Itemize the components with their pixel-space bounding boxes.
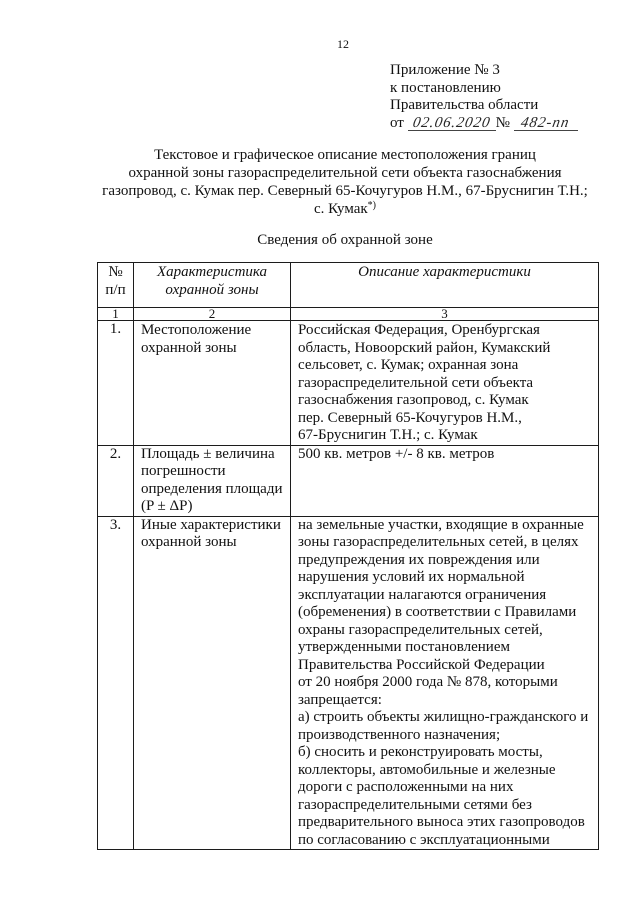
text-line: нарушения условий их нормальной bbox=[298, 569, 525, 585]
document-title bbox=[60, 146, 630, 218]
header-text: п/п bbox=[105, 281, 126, 298]
table-row bbox=[98, 516, 599, 850]
title-line: охранной зоны газораспределительной сети объекта газоснабжения bbox=[128, 165, 562, 181]
text-line: коллекторы, автомобильные и железные bbox=[298, 761, 556, 778]
text-line: предварительного выноса этих газопроводов bbox=[298, 814, 585, 830]
header-text: № bbox=[108, 264, 123, 280]
number-field bbox=[514, 116, 578, 131]
text-line: запрещается: bbox=[298, 691, 382, 708]
column-number-cell: 2 bbox=[134, 308, 291, 321]
date-prefix: от bbox=[390, 114, 404, 131]
appendix-authority: Правительства области bbox=[390, 97, 539, 114]
title-last-line bbox=[60, 200, 630, 218]
table-row bbox=[98, 321, 599, 446]
text-line: а) строить объекты жилищно-гражданского и bbox=[298, 709, 589, 725]
table-row bbox=[98, 445, 599, 516]
appendix-title: Приложение № 3 bbox=[390, 62, 500, 78]
table-header-row bbox=[98, 263, 599, 308]
text-line: Площадь ± величина bbox=[141, 445, 275, 462]
column-number-row bbox=[98, 308, 599, 321]
text-line: Правительства Российской Федерации bbox=[298, 656, 545, 673]
characteristic-cell bbox=[134, 321, 291, 446]
description-cell bbox=[291, 321, 599, 446]
text-line: дороги с расположенными на них bbox=[298, 779, 514, 795]
text-line: газораспределительной сети объекта bbox=[298, 374, 534, 391]
text-line: эксплуатации налагаются ограничения bbox=[298, 586, 547, 603]
characteristic-cell bbox=[134, 516, 291, 850]
text-line: Местоположение bbox=[141, 322, 252, 338]
text-line: газораспределительными сетями без bbox=[298, 796, 532, 813]
handwritten-date: 02.06.2020 bbox=[411, 114, 492, 131]
text-line: утвержденными постановлением bbox=[298, 639, 510, 655]
description-cell bbox=[291, 445, 599, 516]
row-number-cell: 3. bbox=[98, 516, 134, 850]
handwritten-number: 482-пп bbox=[520, 114, 572, 131]
text-line: область, Новоорский район, Кумакский bbox=[298, 339, 551, 356]
title-line: газопровод, с. Кумак пер. Северный 65-Кочугуров Н.М., 67-Бруснигин Т.Н.; bbox=[102, 183, 588, 199]
text-line: охраны газораспределительных сетей, bbox=[298, 621, 543, 638]
text-line: сельсовет, с. Кумак; охранная зона bbox=[298, 357, 519, 373]
text-line: 500 кв. метров +/- 8 кв. метров bbox=[298, 445, 495, 462]
page-number: 12 bbox=[337, 37, 349, 51]
text-line: погрешности bbox=[141, 463, 226, 479]
row-number-cell: 1. bbox=[98, 321, 134, 446]
appendix-block bbox=[390, 62, 630, 132]
text-line: пер. Северный 65-Кочугуров Н.М., bbox=[298, 409, 522, 426]
date-field bbox=[408, 116, 496, 131]
row-number-cell: 2. bbox=[98, 445, 134, 516]
text-line: охранной зоны bbox=[141, 534, 237, 550]
description-cell bbox=[291, 516, 599, 850]
appendix-date-line bbox=[390, 115, 630, 133]
column-number-cell: 3 bbox=[291, 308, 599, 321]
text-line: (обременения) в соответствии с Правилами bbox=[298, 604, 577, 620]
text-line: на земельные участки, входящие в охранные bbox=[298, 516, 584, 533]
header-cell-number bbox=[98, 263, 134, 308]
section-title: Сведения об охранной зоне bbox=[257, 232, 433, 248]
text-line: Иные характеристики bbox=[141, 516, 281, 533]
header-cell-description bbox=[291, 263, 599, 308]
header-text: Характеристика bbox=[156, 264, 268, 280]
text-line: по согласованию с эксплуатационными bbox=[298, 831, 550, 848]
text-line: Российская Федерация, Оренбургская bbox=[298, 322, 540, 338]
text-line: (P ± ΔP) bbox=[141, 498, 193, 514]
text-line: газоснабжения газопровод, с. Кумак bbox=[298, 392, 529, 408]
title-place: с. Кумак bbox=[313, 201, 368, 217]
header-text: охранной зоны bbox=[165, 281, 259, 298]
text-line: 67-Бруснигин Т.Н.; с. Кумак bbox=[298, 427, 478, 443]
header-text: Описание характеристики bbox=[358, 264, 531, 280]
text-line: зоны газораспределительных сетей, в целях bbox=[298, 534, 579, 550]
column-number-cell: 1 bbox=[98, 308, 134, 321]
footnote-mark: *) bbox=[367, 200, 376, 211]
text-line: б) сносить и реконструировать мосты, bbox=[298, 744, 543, 760]
number-sign: № bbox=[495, 114, 510, 131]
text-line: предупреждения их повреждения или bbox=[298, 551, 540, 568]
title-line: Текстовое и графическое описание местоположения границ bbox=[154, 147, 536, 163]
characteristic-cell bbox=[134, 445, 291, 516]
text-line: охранной зоны bbox=[141, 339, 237, 356]
appendix-reference: к постановлению bbox=[390, 79, 501, 96]
header-cell-characteristic bbox=[134, 263, 291, 308]
protection-zone-table bbox=[97, 262, 599, 850]
text-line: производственного назначения; bbox=[298, 726, 501, 743]
title-lines bbox=[60, 146, 630, 200]
text-line: от 20 ноября 2000 года № 878, которыми bbox=[298, 674, 558, 690]
text-line: определения площади bbox=[141, 480, 283, 497]
